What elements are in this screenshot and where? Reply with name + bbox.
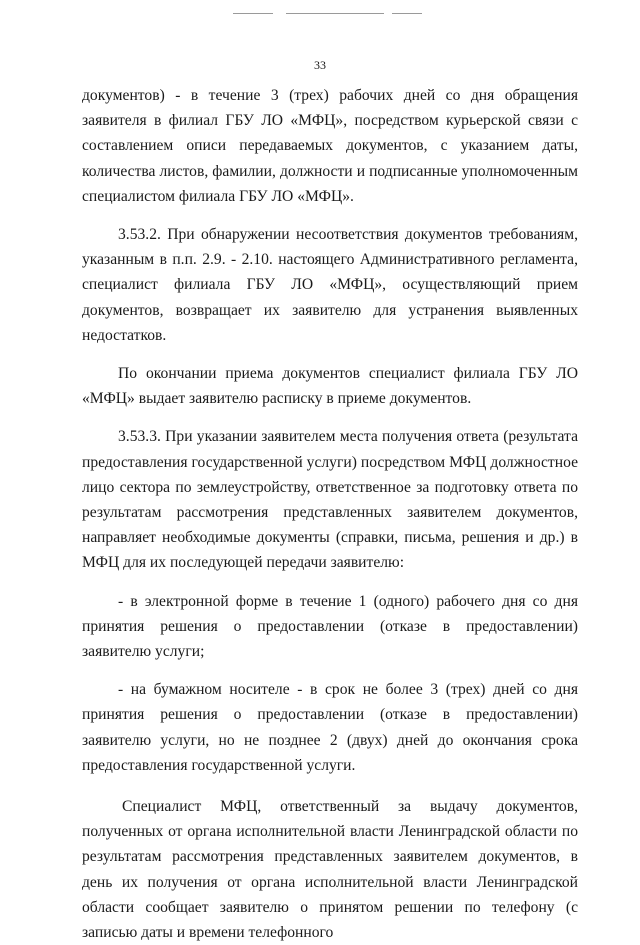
scan-artifact-center bbox=[286, 13, 384, 14]
paragraph-mfc-specialist: Специалист МФЦ, ответственный за выдачу документов, полученных от органа исполнительной власти Ленинградской области по результатам рассмотрения представленных заявителем документов, в день их получения от органа исполнительной власти Ленинградской области сообщает заявителю о принятом решении по телефону (с записью даты и времени телефонного bbox=[82, 798, 578, 942]
paragraph-3-53-3: 3.53.3. При указании заявителем места получения ответа (результата предоставления государственной услуги) посредством МФЦ должностное лицо сектора по землеустройству, ответственное за подготовку ответа по результатам рассмотрения представленных заявителем документов, направляет необходимые документы (справки, письма, решения и др.) в МФЦ для их последующей передачи заявителю: bbox=[82, 428, 578, 572]
paragraph-continuation: документов) - в течение 3 (трех) рабочих дней со дня обращения заявителя в филиал ГБУ ЛО «МФЦ», посредством курьерской связи с составлением описи передаваемых документов, с указанием даты, количества листов, фамилии, должности и подписанные уполномоченным специалистом филиала ГБУ ЛО «МФЦ». bbox=[82, 87, 578, 205]
page-number: 33 bbox=[314, 58, 326, 72]
document-body bbox=[82, 83, 578, 945]
paragraph-3-53-2: 3.53.2. При обнаружении несоответствия документов требованиям, указанным в п.п. 2.9. - 2.10. настоящего Административного регламента, специалист филиала ГБУ ЛО «МФЦ», осуществляющий прием документов, возвращает их заявителю для устранения выявленных недостатков. bbox=[82, 226, 578, 344]
scan-artifact-right bbox=[392, 13, 422, 14]
paragraph-receipt: По окончании приема документов специалист филиала ГБУ ЛО «МФЦ» выдает заявителю расписку в приеме документов. bbox=[82, 365, 578, 408]
scan-artifact-left bbox=[233, 13, 273, 14]
list-item-electronic: - в электронной форме в течение 1 (одного) рабочего дня со дня принятия решения о предоставлении (отказе в предоставлении) заявителю услуги; bbox=[82, 592, 578, 661]
list-item-paper: - на бумажном носителе - в срок не более 3 (трех) дней со дня принятия решения о предоставлении (отказе в предоставлении) заявителю услуги, но не позднее 2 (двух) дней до окончания срока предоставления государственной услуги. bbox=[82, 681, 578, 774]
